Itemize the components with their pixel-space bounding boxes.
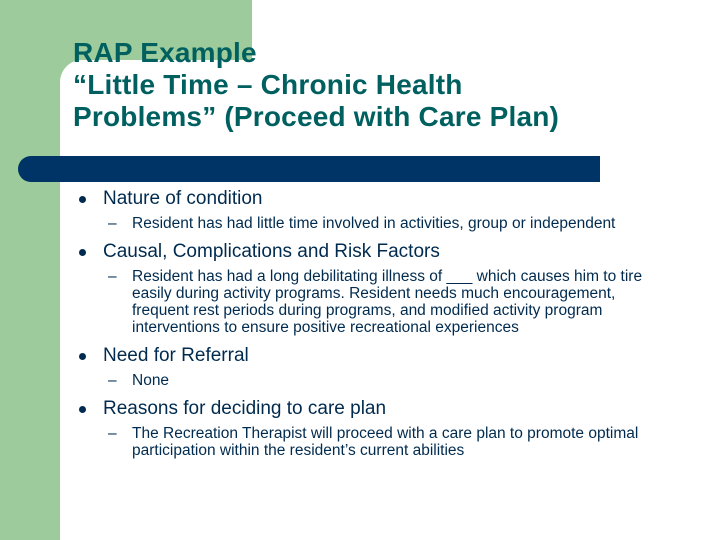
bullet-causal-complications [70, 240, 670, 264]
bullet-reasons-for-care-plan [70, 397, 670, 421]
dash-icon: – [108, 372, 117, 389]
bullet-dot-icon [79, 249, 86, 256]
slide-title [73, 37, 559, 133]
decorative-green-strip [0, 0, 60, 540]
sub-bullet [70, 215, 670, 232]
title-line-2: “Little Time – Chronic Health [73, 69, 463, 100]
sub-bullet-text: The Recreation Therapist will proceed with a care plan to promote optimal participation within the resident’s current abilities [132, 425, 639, 459]
sub-bullet-text: Resident has had a long debilitating illness of ___ which causes him to tire easily during activity programs. Resident needs much encouragement, frequent rest periods during programs, and modified activity program interventions to ensure positive recreational experiences [132, 268, 643, 336]
title-divider-bar [18, 156, 600, 182]
sub-bullet [70, 372, 670, 389]
bullet-label: Nature of condition [103, 188, 263, 209]
dash-icon: – [108, 215, 117, 232]
bullet-label: Causal, Complications and Risk Factors [103, 241, 440, 262]
bullet-need-for-referral [70, 344, 670, 368]
sub-bullet [70, 268, 670, 336]
bullet-nature-of-condition [70, 187, 670, 211]
bullet-dot-icon [79, 353, 86, 360]
sub-bullet-text: Resident has had little time involved in activities, group or independent [132, 215, 616, 232]
bullet-dot-icon [79, 196, 86, 203]
sub-bullet [70, 425, 670, 459]
bullet-list [70, 185, 670, 467]
bullet-label: Reasons for deciding to care plan [103, 398, 387, 419]
title-line-3: Problems” (Proceed with Care Plan) [73, 101, 560, 132]
sub-bullet-text: None [132, 372, 170, 389]
title-line-1: RAP Example [73, 37, 257, 68]
bullet-label: Need for Referral [103, 345, 249, 366]
dash-icon: – [108, 425, 117, 442]
bullet-dot-icon [79, 406, 86, 413]
dash-icon: – [108, 268, 117, 285]
